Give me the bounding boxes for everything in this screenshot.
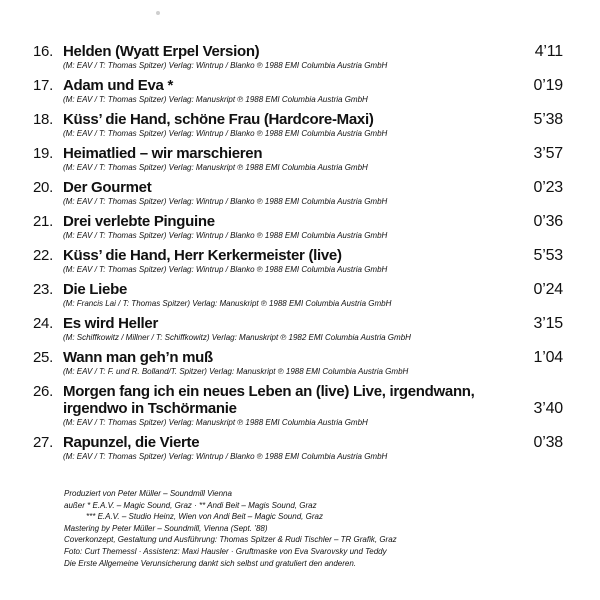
track-credit: (M: EAV / T: Thomas Spitzer) Verlag: Manuskript ℗ 1988 EMI Columbia Austria GmbH	[63, 418, 368, 427]
track-16	[33, 43, 563, 71]
track-duration: 0’36	[533, 213, 563, 230]
track-credit: (M: EAV / T: Thomas Spitzer) Verlag: Manuskript ℗ 1988 EMI Columbia Austria GmbH	[63, 163, 368, 172]
track-17	[33, 77, 563, 105]
track-number: 17.	[33, 77, 53, 94]
produced-by: Produziert von Peter Müller – Soundmill Vienna	[64, 489, 232, 498]
track-credit: (M: EAV / T: Thomas Spitzer) Verlag: Wintrup / Blanko ℗ 1988 EMI Columbia Austria GmbH	[63, 197, 388, 206]
track-23	[33, 281, 563, 309]
track-list	[33, 43, 563, 468]
track-25	[33, 349, 563, 377]
track-18	[33, 111, 563, 139]
track-number: 27.	[33, 434, 53, 451]
track-title: Adam und Eva *	[63, 77, 173, 94]
track-title: Küss’ die Hand, schöne Frau (Hardcore-Maxi)	[63, 111, 374, 128]
track-credit: (M: Francis Lai / T: Thomas Spitzer) Verlag: Manuskript ℗ 1988 EMI Columbia Austria GmbH	[63, 299, 392, 308]
track-number: 16.	[33, 43, 53, 60]
track-duration: 5’53	[533, 247, 563, 264]
track-duration: 0’24	[533, 281, 563, 298]
track-credit: (M: EAV / T: Thomas Spitzer) Verlag: Wintrup / Blanko ℗ 1988 EMI Columbia Austria GmbH	[63, 231, 388, 240]
track-title: Drei verlebte Pinguine	[63, 213, 215, 230]
track-title: Wann man geh’n muß	[63, 349, 213, 366]
track-21	[33, 213, 563, 241]
track-duration: 1’04	[533, 349, 563, 366]
track-title: Helden (Wyatt Erpel Version)	[63, 43, 260, 60]
track-title: Morgen fang ich ein neues Leben an (live) Live, irgendwann, irgendwo in Tschörmanie	[63, 383, 475, 417]
track-credit: (M: EAV / T: Thomas Spitzer) Verlag: Wintrup / Blanko ℗ 1988 EMI Columbia Austria GmbH	[63, 265, 388, 274]
thanks-note: Die Erste Allgemeine Verunsicherung dankt sich selbst und gratuliert den anderen.	[64, 558, 357, 568]
track-number: 24.	[33, 315, 53, 332]
mastering-credit: Mastering by Peter Müller – Soundmill, Vienna (Sept. ’88)	[64, 523, 268, 533]
except-note-2: *** E.A.V. – Studio Heinz, Wien von Andi Beit – Magic Sound, Graz	[86, 512, 323, 522]
track-number: 21.	[33, 213, 53, 230]
track-credit: (M: EAV / T: F. und R. Bolland/T. Spitzer) Verlag: Manuskript ℗ 1988 EMI Columbia Austria GmbH	[63, 367, 409, 376]
track-title: Küss’ die Hand, Herr Kerkermeister (live)	[63, 247, 342, 264]
track-title: Der Gourmet	[63, 179, 152, 196]
track-duration: 5’38	[533, 111, 563, 128]
except-note-1: außer * E.A.V. – Magic Sound, Graz · ** Andi Beit – Magis Sound, Graz	[64, 500, 317, 510]
track-title: Rapunzel, die Vierte	[63, 434, 200, 451]
track-credit: (M: EAV / T: Thomas Spitzer) Verlag: Wintrup / Blanko ℗ 1988 EMI Columbia Austria GmbH	[63, 452, 388, 461]
track-duration: 3’15	[533, 315, 563, 332]
track-number: 26.	[33, 383, 53, 400]
track-number: 22.	[33, 247, 53, 264]
track-22	[33, 247, 563, 275]
track-duration: 3’57	[533, 145, 563, 162]
track-title: Die Liebe	[63, 281, 127, 298]
track-duration: 0’38	[533, 434, 563, 451]
track-20	[33, 179, 563, 207]
track-number: 19.	[33, 145, 53, 162]
track-credit: (M: Schiffkowitz / Millner / T: Schiffkowitz) Verlag: Manuskript ℗ 1982 EMI Columbia Austria GmbH	[63, 333, 411, 342]
track-24	[33, 315, 563, 343]
track-credit: (M: EAV / T: Thomas Spitzer) Verlag: Wintrup / Blanko ℗ 1988 EMI Columbia Austria GmbH	[63, 61, 388, 70]
track-26	[33, 383, 563, 428]
track-number: 20.	[33, 179, 53, 196]
track-duration: 0’23	[533, 179, 563, 196]
track-duration: 0’19	[533, 77, 563, 94]
track-number: 25.	[33, 349, 53, 366]
track-credit: (M: EAV / T: Thomas Spitzer) Verlag: Manuskript ℗ 1988 EMI Columbia Austria GmbH	[63, 95, 368, 104]
production-credits	[64, 488, 564, 569]
track-19	[33, 145, 563, 173]
track-number: 18.	[33, 111, 53, 128]
cover-credit: Coverkonzept, Gestaltung und Ausführung: Thomas Spitzer & Rudi Tischler – TR Grafik, Graz	[64, 535, 397, 545]
track-credit: (M: EAV / T: Thomas Spitzer) Verlag: Wintrup / Blanko ℗ 1988 EMI Columbia Austria GmbH	[63, 129, 388, 138]
track-number: 23.	[33, 281, 53, 298]
track-title: Heimatlied – wir marschieren	[63, 145, 263, 162]
photo-credit: Foto: Curt Themessl · Assistenz: Maxi Hausler · Gruftmaske von Eva Svarovsky und Teddy	[64, 546, 387, 556]
track-duration: 4’11	[534, 43, 563, 60]
track-duration: 3’40	[533, 400, 563, 417]
track-27	[33, 434, 563, 462]
print-mark	[156, 11, 160, 15]
track-title: Es wird Heller	[63, 315, 159, 332]
